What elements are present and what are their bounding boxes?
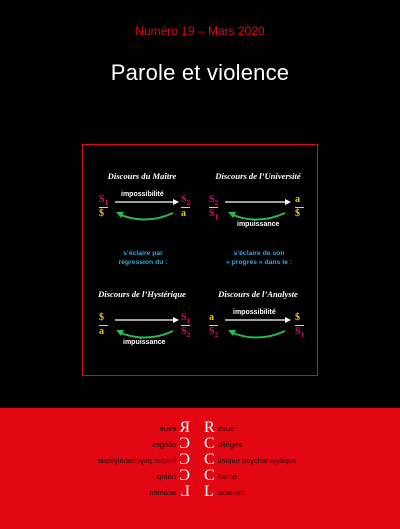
discours-maitre: [87, 171, 197, 231]
discourse-diagram: [82, 144, 318, 376]
label-impuissance: impuissance: [237, 221, 280, 228]
issue-number: Numéro 19 – Mars 2020: [135, 24, 265, 38]
publisher-band: [0, 408, 400, 529]
symbol-a: a: [209, 312, 214, 323]
symbol-s1: $S_1$: [209, 208, 219, 221]
symbol-s1: $S_1$: [295, 326, 305, 339]
discours-maitre-title: Discours du Maître: [107, 171, 177, 181]
discours-universite: [203, 171, 313, 231]
symbol-a: a: [181, 208, 186, 219]
arrows: [113, 199, 179, 225]
symbol-a: a: [99, 326, 104, 337]
label-impossibilite: impossibilité: [121, 191, 164, 198]
discours-hysterique: [87, 289, 197, 349]
symbol-a: a: [295, 194, 300, 205]
symbol-barred-s: $: [99, 312, 104, 323]
cover-title: Parole et violence: [110, 60, 290, 85]
discours-universite-title: Discours de l’Université: [215, 171, 301, 181]
arrows: [223, 197, 291, 223]
mid-text-left: s’éclaire par régression du :: [118, 250, 168, 266]
label-impuissance: impuissance: [123, 339, 166, 346]
symbol-barred-s: $: [295, 208, 300, 219]
discours-hysterique-title: Discours de l’Hystérique: [98, 289, 186, 299]
symbol-s1: $S_1$: [99, 194, 109, 207]
publisher-name: Revue Collèges Clinique psychanalytique Champ Lacanien: [204, 419, 297, 500]
discours-analyste-title: Discours de l’Analyste: [218, 289, 298, 299]
symbol-s2: $S_2$: [209, 326, 219, 339]
symbol-s2: $S_2$: [181, 326, 191, 339]
arrows: [113, 315, 179, 341]
symbol-s2: $S_2$: [209, 194, 219, 207]
symbol-barred-s: $: [295, 312, 300, 323]
discours-analyste: [203, 289, 313, 349]
mid-text-right: s’éclaire de son « progrès » dans le :: [225, 250, 293, 266]
symbol-barred-s: $: [99, 208, 104, 219]
publisher-name-mirrored: Revue Collèges Clinique psychanalytique Champ Lacanien: [97, 419, 190, 500]
symbol-s1: $S_1$: [181, 312, 191, 325]
arrows: [223, 317, 291, 343]
symbol-s2: $S_2$: [181, 194, 191, 207]
label-impossibilite: impossibilité: [233, 309, 276, 316]
